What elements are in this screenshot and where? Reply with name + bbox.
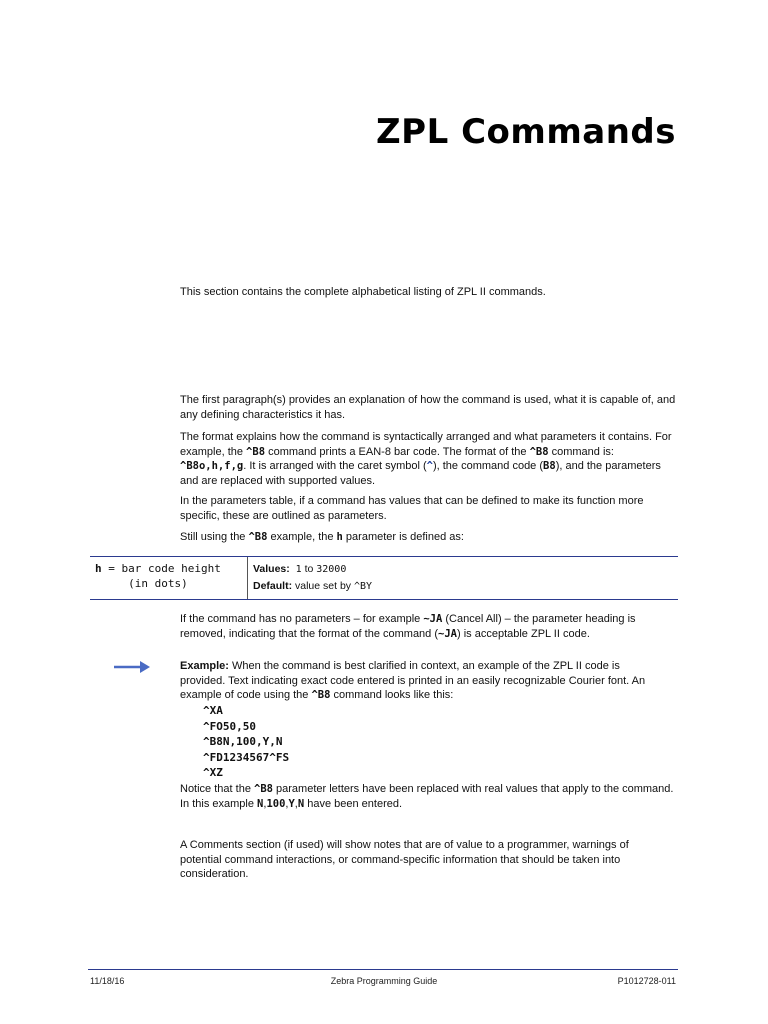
text: parameter letters have been replaced with real values that apply to the command. In this example xyxy=(180,783,674,810)
text: , xyxy=(285,797,289,810)
parameter-h: h xyxy=(95,562,102,575)
text: If the command has no parameters – for example xyxy=(180,613,424,625)
text: command is: xyxy=(548,445,614,458)
paragraph-example xyxy=(180,659,650,703)
footer-title: Zebra Programming Guide xyxy=(330,976,438,986)
text: command prints a EAN-8 bar code. The format of the xyxy=(265,445,530,458)
text: Still using the xyxy=(180,531,249,543)
footer-doc-id: P1012728-011 xyxy=(617,976,676,986)
values-min: 1 xyxy=(295,564,302,575)
paragraph-description: The first paragraph(s) provides an explanation of how the command is used, what it is capable of, and any defining characteristics it has. xyxy=(180,394,676,421)
code-caret: ^ xyxy=(426,460,433,472)
paragraph-comments: A Comments section (if used) will show notes that are of value to a programmer, warnings of potential command interactions, or command-specific information that should be taken into consideration. xyxy=(180,839,629,880)
paragraph-format xyxy=(180,430,680,488)
paragraph-no-parameters xyxy=(180,612,680,641)
paragraph-still-using xyxy=(180,530,680,545)
values-max: 32000 xyxy=(316,564,347,575)
text: ) is acceptable ZPL II code. xyxy=(457,627,590,640)
text: When the command is best clarified in context, an example of the ZPL II code is provided. Text indicating exact code entered is printed in an easily recognizable Courier font. An example of code using the xyxy=(180,660,646,701)
text: Notice that the xyxy=(180,783,254,795)
text: The format explains how the command is syntactically arranged and what parameters it contains. For example, the xyxy=(180,431,672,458)
code-value: N xyxy=(257,797,264,810)
code-command: B8 xyxy=(543,460,556,472)
code-ja: ~JA xyxy=(423,613,443,625)
parameter-details xyxy=(248,557,678,599)
text: example, the xyxy=(267,531,337,543)
default-text: value set by xyxy=(292,580,354,592)
default-code: ^BY xyxy=(353,581,373,592)
default-row xyxy=(253,578,678,595)
text: have been entered. xyxy=(304,797,403,810)
text: command looks like this: xyxy=(330,689,454,701)
code-value: N xyxy=(297,797,305,810)
code-value: Y xyxy=(288,797,295,810)
values-row xyxy=(253,561,678,578)
text: , xyxy=(294,797,298,810)
paragraph-parameters: In the parameters table, if a command has values that can be defined to make its function more specific, these are outlined as parameters. xyxy=(180,495,644,522)
text: parameter is defined as: xyxy=(342,531,464,543)
code-b8: ^B8 xyxy=(254,783,273,795)
arrow-right-icon xyxy=(114,660,150,674)
values-to: to xyxy=(301,563,317,575)
page-title: ZPL Commands xyxy=(376,112,676,152)
intro-paragraph: This section contains the complete alphabetical listing of ZPL II commands. xyxy=(180,286,546,298)
default-label: Default: xyxy=(253,580,293,592)
code-b8: ^B8 xyxy=(311,689,331,701)
footer-date: 11/18/16 xyxy=(90,976,125,986)
code-b8: ^B8 xyxy=(246,445,266,458)
code-format: ^B8o,h,f,g xyxy=(180,460,244,472)
code-ja: ~JA xyxy=(438,627,457,640)
code-h: h xyxy=(336,531,343,543)
text: . It is arranged with the caret symbol ( xyxy=(243,460,427,472)
parameter-name xyxy=(90,557,248,599)
parameter-description: = bar code height (in dots) xyxy=(108,562,221,590)
text: ), and the parameters and are replaced with supported values. xyxy=(180,460,661,487)
parameter-table xyxy=(90,556,678,600)
footer-divider xyxy=(88,969,678,970)
code-value: 100 xyxy=(266,797,286,810)
code-b8: ^B8 xyxy=(248,531,268,543)
text: ), the command code ( xyxy=(432,460,544,472)
paragraph-notice xyxy=(180,782,680,811)
text: , xyxy=(263,797,267,810)
values-label: Values: xyxy=(253,563,290,575)
text: (Cancel All) – the parameter heading is removed, indicating that the format of the command ( xyxy=(180,613,636,640)
code-example: ^XA ^FO50,50 ^B8N,100,Y,N ^FD1234567^FS ^XZ xyxy=(203,704,290,779)
example-label: Example: xyxy=(180,660,229,672)
code-b8: ^B8 xyxy=(529,445,549,458)
